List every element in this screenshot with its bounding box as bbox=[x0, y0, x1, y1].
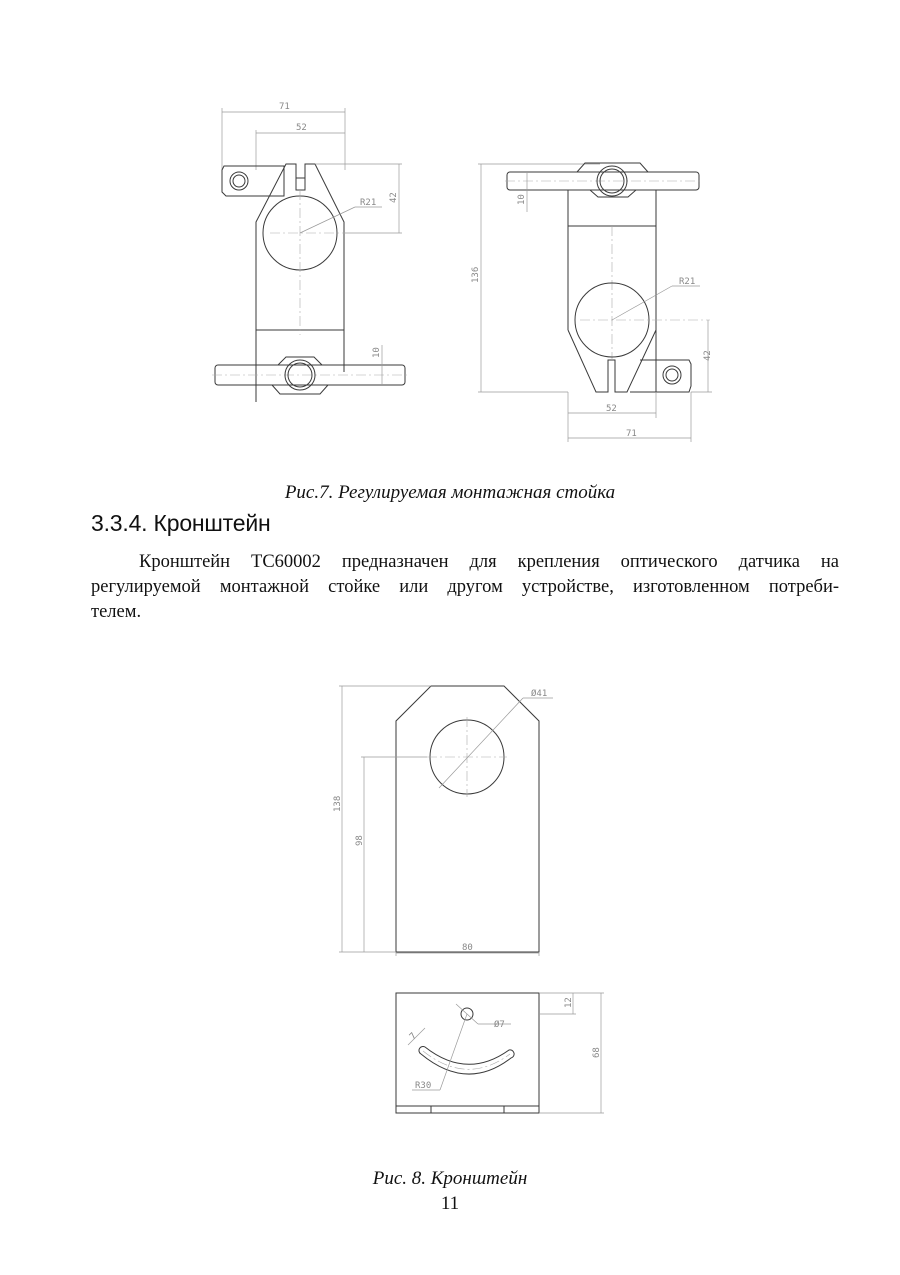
dim-r30: R30 bbox=[415, 1081, 432, 1091]
dim-98: 98 bbox=[355, 835, 365, 846]
dim-12: 12 bbox=[564, 997, 574, 1008]
dim-136: 136 bbox=[471, 266, 481, 283]
paragraph-line-2: регулируемой монтажной стойке или другом устройстве, изготовленном потреби- bbox=[91, 577, 839, 597]
dim-138: 138 bbox=[333, 795, 343, 812]
dim-68: 68 bbox=[592, 1047, 602, 1058]
fig8-front-view bbox=[333, 686, 553, 956]
page-number: 11 bbox=[440, 1193, 460, 1214]
dim-r21-left: R21 bbox=[360, 198, 377, 208]
dim-42-right: 42 bbox=[703, 350, 713, 361]
dim-52-right: 52 bbox=[606, 404, 617, 414]
dim-10-left: 10 bbox=[372, 347, 382, 358]
dim-10-right: 10 bbox=[517, 194, 527, 205]
dim-slot-7: 7 bbox=[408, 1031, 419, 1043]
figure-8-caption: Рис. 8. Кронштейн bbox=[372, 1168, 528, 1189]
dim-71-right: 71 bbox=[626, 429, 637, 439]
paragraph-line-3: телем. bbox=[91, 602, 142, 622]
fig7-left-view bbox=[212, 102, 408, 402]
dim-71: 71 bbox=[279, 102, 290, 112]
dim-r21-right: R21 bbox=[679, 277, 696, 287]
dim-d41: Ø41 bbox=[531, 689, 548, 699]
fig8-bottom-view bbox=[396, 993, 604, 1113]
dim-42-left: 42 bbox=[389, 192, 399, 203]
paragraph-line-1: Кронштейн ТС60002 предназначен для крепления оптического датчика на bbox=[139, 552, 839, 572]
section-heading: 3.3.4. Кронштейн bbox=[91, 510, 271, 536]
dim-d7: Ø7 bbox=[494, 1020, 505, 1030]
figure-7-caption: Рис.7. Регулируемая монтажная стойка bbox=[284, 482, 616, 503]
fig7-right-view bbox=[471, 163, 713, 442]
dim-80: 80 bbox=[462, 943, 473, 953]
dim-52: 52 bbox=[296, 123, 307, 133]
section-paragraph bbox=[91, 550, 839, 625]
